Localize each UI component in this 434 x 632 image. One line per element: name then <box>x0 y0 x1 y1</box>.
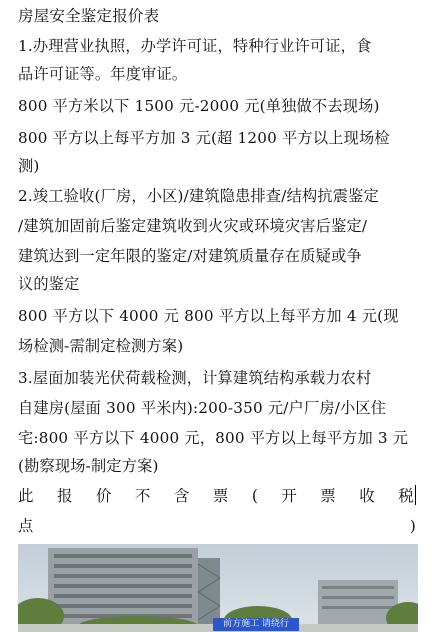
text-line: 测) <box>18 157 40 175</box>
text-line: 品许可证等。年度审证。 <box>18 65 188 83</box>
page-title: 房屋安全鉴定报价表 <box>18 7 160 25</box>
footer-char: 此 <box>18 487 34 505</box>
footer-note-line1 <box>18 484 416 508</box>
text-cursor <box>415 485 416 505</box>
text-line: (勘察现场-制定方案) <box>18 457 159 475</box>
text-line: 2.竣工验收(厂房，小区)/建筑隐患排查/结构抗震鉴定 <box>18 187 379 205</box>
sign-text: 前方施工 请绕行 <box>223 619 289 629</box>
text-line: 800 平方以上每平方加 3 元(超 1200 平方以上现场检 <box>18 129 390 147</box>
text-line: 1.办理营业执照，办学许可证，特种行业许可证，食 <box>18 37 372 55</box>
text-line: 宅:800 平方以下 4000 元，800 平方以上每平方加 3 元 <box>18 429 409 447</box>
footer-char: 收 <box>359 487 375 505</box>
text-line: 议的鉴定 <box>18 275 80 293</box>
footer-char: 开 <box>281 487 298 505</box>
footer-char: 票 <box>212 487 229 505</box>
construction-site-photo <box>18 544 418 632</box>
text-line: 自建房(屋面 300 平米内):200-350 元/户厂房/小区住 <box>18 399 387 417</box>
footer-char: 价 <box>95 487 112 505</box>
text-line: 3.屋面加装光伏荷载检测，计算建筑结构承载力农村 <box>18 369 372 387</box>
footer-note-line2 <box>18 514 416 538</box>
text-line: 场检测-需制定检测方案) <box>18 337 184 355</box>
footer-char: 税 <box>398 487 414 505</box>
footer-char: 不 <box>134 487 151 505</box>
footer-char: ( <box>251 487 259 505</box>
text-line: 800 平方以下 4000 元 800 平方以上每平方加 4 元(现 <box>18 307 399 325</box>
footer-close-paren: ) <box>409 517 416 535</box>
text-line: /建筑加固前后鉴定建筑收到火灾或环境灾害后鉴定/ <box>18 217 368 235</box>
footer-char: 报 <box>56 487 73 505</box>
footer-char: 点 <box>18 517 34 535</box>
footer-char: 票 <box>320 487 336 505</box>
text-line: 800 平方米以下 1500 元-2000 元(单独做不去现场) <box>18 97 380 115</box>
footer-char-last <box>398 484 416 508</box>
footer-char: 含 <box>173 487 190 505</box>
text-line: 建筑达到一定年限的鉴定/对建筑质量存在质疑或争 <box>18 247 362 265</box>
